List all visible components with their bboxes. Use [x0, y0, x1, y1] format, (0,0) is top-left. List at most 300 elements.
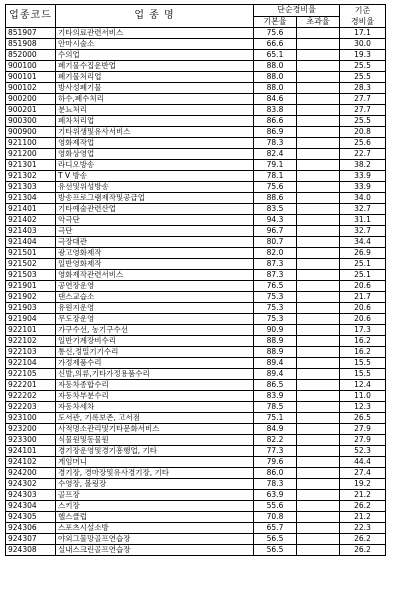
excess-rate-cell: [297, 226, 340, 237]
standard-rate-cell: 19.2: [340, 479, 386, 490]
base-rate-cell: 84.9: [254, 424, 297, 435]
industry-code-cell: 900100: [6, 61, 56, 72]
industry-name-cell: 자동차세차: [56, 402, 254, 413]
industry-code-cell: 924305: [6, 512, 56, 523]
standard-rate-cell: 34.0: [340, 193, 386, 204]
table-row: [6, 347, 386, 358]
industry-name-cell: 실내스크린골프연습장: [56, 545, 254, 556]
table-row: [6, 325, 386, 336]
table-body: [6, 28, 386, 556]
industry-name-cell: 방사성폐기물: [56, 83, 254, 94]
table-row: [6, 314, 386, 325]
base-rate-cell: 77.3: [254, 446, 297, 457]
excess-rate-cell: [297, 237, 340, 248]
base-rate-cell: 88.0: [254, 83, 297, 94]
excess-rate-cell: [297, 28, 340, 39]
excess-rate-cell: [297, 479, 340, 490]
standard-rate-cell: 15.5: [340, 369, 386, 380]
table-row: [6, 182, 386, 193]
table-row: [6, 50, 386, 61]
base-rate-cell: 87.3: [254, 259, 297, 270]
industry-name-cell: 하수,폐수처리: [56, 94, 254, 105]
table-row: [6, 391, 386, 402]
base-rate-cell: 75.6: [254, 28, 297, 39]
industry-name-cell: 분뇨처리: [56, 105, 254, 116]
standard-rate-cell: 25.6: [340, 138, 386, 149]
industry-code-cell: 922201: [6, 380, 56, 391]
standard-rate-cell: 20.6: [340, 281, 386, 292]
industry-code-cell: 924101: [6, 446, 56, 457]
industry-code-cell: 924302: [6, 479, 56, 490]
excess-rate-cell: [297, 347, 340, 358]
excess-rate-cell: [297, 94, 340, 105]
industry-code-cell: 924307: [6, 534, 56, 545]
base-rate-cell: 86.5: [254, 380, 297, 391]
base-rate-cell: 82.4: [254, 149, 297, 160]
table-row: [6, 446, 386, 457]
table-row: [6, 160, 386, 171]
industry-name-cell: 자동차부분수리: [56, 391, 254, 402]
industry-code-cell: 922104: [6, 358, 56, 369]
industry-code-cell: 851908: [6, 39, 56, 50]
base-rate-cell: 88.6: [254, 193, 297, 204]
standard-rate-cell: 15.5: [340, 358, 386, 369]
industry-code-cell: 921403: [6, 226, 56, 237]
industry-name-cell: 헬스클럽: [56, 512, 254, 523]
industry-name-cell: 광고영화제작: [56, 248, 254, 259]
excess-rate-cell: [297, 490, 340, 501]
industry-code-cell: 921503: [6, 270, 56, 281]
excess-rate-cell: [297, 413, 340, 424]
industry-code-cell: 921304: [6, 193, 56, 204]
base-rate-cell: 84.6: [254, 94, 297, 105]
industry-name-cell: 라디오방송: [56, 160, 254, 171]
industry-code-cell: 922202: [6, 391, 56, 402]
base-rate-cell: 80.7: [254, 237, 297, 248]
industry-name-cell: 가정제품수리: [56, 358, 254, 369]
base-rate-cell: 78.1: [254, 171, 297, 182]
standard-rate-cell: 21.2: [340, 490, 386, 501]
excess-rate-cell: [297, 193, 340, 204]
table-row: [6, 358, 386, 369]
base-rate-cell: 88.9: [254, 347, 297, 358]
table-row: [6, 336, 386, 347]
industry-name-cell: 수영장, 볼링장: [56, 479, 254, 490]
table-row: [6, 259, 386, 270]
industry-name-cell: 식물원및동물원: [56, 435, 254, 446]
table-row: [6, 303, 386, 314]
industry-name-cell: 수의업: [56, 50, 254, 61]
header-excess-rate: 초과율: [297, 16, 340, 28]
standard-rate-cell: 19.3: [340, 50, 386, 61]
table-row: [6, 226, 386, 237]
standard-rate-cell: 25.5: [340, 72, 386, 83]
standard-rate-cell: 25.1: [340, 259, 386, 270]
base-rate-cell: 56.5: [254, 534, 297, 545]
table-row: [6, 523, 386, 534]
standard-rate-cell: 26.2: [340, 534, 386, 545]
industry-code-cell: 921302: [6, 171, 56, 182]
industry-code-cell: 921200: [6, 149, 56, 160]
table-row: [6, 127, 386, 138]
base-rate-cell: 86.0: [254, 468, 297, 479]
table-row: [6, 83, 386, 94]
standard-rate-cell: 26.2: [340, 545, 386, 556]
excess-rate-cell: [297, 468, 340, 479]
standard-rate-cell: 12.4: [340, 380, 386, 391]
industry-name-cell: 영화제작업: [56, 138, 254, 149]
excess-rate-cell: [297, 446, 340, 457]
industry-code-cell: 852000: [6, 50, 56, 61]
table-row: [6, 468, 386, 479]
excess-rate-cell: [297, 512, 340, 523]
excess-rate-cell: [297, 457, 340, 468]
table-row: [6, 512, 386, 523]
table-row: [6, 281, 386, 292]
standard-rate-cell: 21.2: [340, 512, 386, 523]
excess-rate-cell: [297, 204, 340, 215]
base-rate-cell: 70.8: [254, 512, 297, 523]
standard-rate-cell: 20.6: [340, 314, 386, 325]
industry-code-cell: 922102: [6, 336, 56, 347]
table-row: [6, 501, 386, 512]
standard-rate-cell: 32.7: [340, 226, 386, 237]
table-row: [6, 28, 386, 39]
industry-name-cell: 극장대관: [56, 237, 254, 248]
excess-rate-cell: [297, 182, 340, 193]
standard-rate-cell: 27.9: [340, 435, 386, 446]
standard-rate-cell: 33.9: [340, 171, 386, 182]
industry-code-cell: 921903: [6, 303, 56, 314]
standard-rate-cell: 30.0: [340, 39, 386, 50]
excess-rate-cell: [297, 171, 340, 182]
header-standard-rate: [340, 5, 386, 28]
header-name: 업 종 명: [56, 5, 254, 28]
industry-code-cell: 900101: [6, 72, 56, 83]
industry-name-cell: 기타위생및유사서비스: [56, 127, 254, 138]
table-row: [6, 248, 386, 259]
excess-rate-cell: [297, 270, 340, 281]
industry-code-cell: 924304: [6, 501, 56, 512]
standard-rate-cell: 25.5: [340, 116, 386, 127]
excess-rate-cell: [297, 435, 340, 446]
table-row: [6, 39, 386, 50]
standard-rate-cell: 22.3: [340, 523, 386, 534]
industry-code-cell: 923200: [6, 424, 56, 435]
base-rate-cell: 75.1: [254, 413, 297, 424]
excess-rate-cell: [297, 380, 340, 391]
standard-rate-cell: 20.8: [340, 127, 386, 138]
industry-name-cell: 게임머니: [56, 457, 254, 468]
industry-name-cell: 기타의료관련서비스: [56, 28, 254, 39]
industry-code-cell: 921303: [6, 182, 56, 193]
standard-rate-cell: 16.2: [340, 347, 386, 358]
industry-name-cell: 일반영화제작: [56, 259, 254, 270]
base-rate-cell: 83.8: [254, 105, 297, 116]
table-row: [6, 534, 386, 545]
excess-rate-cell: [297, 424, 340, 435]
industry-name-cell: 야외그물망골프연습장: [56, 534, 254, 545]
industry-code-cell: 921902: [6, 292, 56, 303]
standard-rate-cell: 52.3: [340, 446, 386, 457]
industry-name-cell: 통신,정밀기기수리: [56, 347, 254, 358]
header-simple-rate: 단순경비율: [254, 5, 340, 17]
industry-name-cell: 신발,의류,기타가정용품수리: [56, 369, 254, 380]
table-row: [6, 457, 386, 468]
industry-name-cell: 가구수선, 농기구수선: [56, 325, 254, 336]
standard-rate-cell: 27.7: [340, 94, 386, 105]
base-rate-cell: 65.7: [254, 523, 297, 534]
standard-rate-cell: 26.2: [340, 501, 386, 512]
industry-code-cell: 924306: [6, 523, 56, 534]
excess-rate-cell: [297, 39, 340, 50]
excess-rate-cell: [297, 50, 340, 61]
table-row: [6, 204, 386, 215]
standard-rate-cell: 25.1: [340, 270, 386, 281]
industry-name-cell: 폐차처리업: [56, 116, 254, 127]
table-row: [6, 369, 386, 380]
base-rate-cell: 87.3: [254, 270, 297, 281]
industry-code-cell: 921502: [6, 259, 56, 270]
base-rate-cell: 94.3: [254, 215, 297, 226]
industry-code-cell: 922105: [6, 369, 56, 380]
standard-rate-cell: 27.4: [340, 468, 386, 479]
excess-rate-cell: [297, 358, 340, 369]
base-rate-cell: 82.0: [254, 248, 297, 259]
table-row: [6, 171, 386, 182]
header-code: 업종코드: [6, 5, 56, 28]
base-rate-cell: 78.5: [254, 402, 297, 413]
industry-name-cell: 골프장: [56, 490, 254, 501]
industry-name-cell: 사적명소관리및기타문화서비스: [56, 424, 254, 435]
excess-rate-cell: [297, 402, 340, 413]
base-rate-cell: 83.9: [254, 391, 297, 402]
industry-code-cell: 921402: [6, 215, 56, 226]
base-rate-cell: 55.6: [254, 501, 297, 512]
expense-rate-table: [5, 4, 386, 556]
base-rate-cell: 86.6: [254, 116, 297, 127]
base-rate-cell: 89.4: [254, 358, 297, 369]
industry-name-cell: 경기장운영및경기흥행업, 기타: [56, 446, 254, 457]
standard-rate-cell: 31.1: [340, 215, 386, 226]
excess-rate-cell: [297, 545, 340, 556]
excess-rate-cell: [297, 391, 340, 402]
excess-rate-cell: [297, 523, 340, 534]
excess-rate-cell: [297, 534, 340, 545]
industry-name-cell: 영화제작관련서비스: [56, 270, 254, 281]
industry-name-cell: 스키장: [56, 501, 254, 512]
excess-rate-cell: [297, 61, 340, 72]
standard-rate-cell: 34.4: [340, 237, 386, 248]
table-row: [6, 270, 386, 281]
table-row: [6, 193, 386, 204]
base-rate-cell: 83.5: [254, 204, 297, 215]
excess-rate-cell: [297, 369, 340, 380]
base-rate-cell: 76.5: [254, 281, 297, 292]
industry-name-cell: 도서관, 기록보존, 고서점: [56, 413, 254, 424]
table-row: [6, 61, 386, 72]
industry-code-cell: 924102: [6, 457, 56, 468]
industry-name-cell: 폐기물처리업: [56, 72, 254, 83]
table-row: [6, 105, 386, 116]
standard-rate-cell: 38.2: [340, 160, 386, 171]
industry-code-cell: 900201: [6, 105, 56, 116]
excess-rate-cell: [297, 138, 340, 149]
excess-rate-cell: [297, 160, 340, 171]
base-rate-cell: 78.3: [254, 138, 297, 149]
base-rate-cell: 75.3: [254, 292, 297, 303]
table-row: [6, 380, 386, 391]
industry-code-cell: 921404: [6, 237, 56, 248]
excess-rate-cell: [297, 292, 340, 303]
industry-name-cell: 폐기물수집운반업: [56, 61, 254, 72]
industry-code-cell: 922101: [6, 325, 56, 336]
base-rate-cell: 79.1: [254, 160, 297, 171]
standard-rate-cell: 20.6: [340, 303, 386, 314]
industry-name-cell: 댄스교습소: [56, 292, 254, 303]
standard-rate-cell: 28.3: [340, 83, 386, 94]
base-rate-cell: 88.0: [254, 72, 297, 83]
base-rate-cell: 89.4: [254, 369, 297, 380]
industry-name-cell: 유선및위성방송: [56, 182, 254, 193]
industry-name-cell: 안마시술소: [56, 39, 254, 50]
base-rate-cell: 66.6: [254, 39, 297, 50]
standard-rate-cell: 26.5: [340, 413, 386, 424]
industry-code-cell: 921301: [6, 160, 56, 171]
industry-name-cell: 무도장운영: [56, 314, 254, 325]
table-row: [6, 413, 386, 424]
industry-name-cell: 영화상영업: [56, 149, 254, 160]
standard-rate-cell: 44.4: [340, 457, 386, 468]
header-standard-rate-line-2: 경비율: [350, 17, 375, 26]
base-rate-cell: 75.3: [254, 314, 297, 325]
excess-rate-cell: [297, 336, 340, 347]
base-rate-cell: 96.7: [254, 226, 297, 237]
base-rate-cell: 88.0: [254, 61, 297, 72]
standard-rate-cell: 32.7: [340, 204, 386, 215]
table-row: [6, 424, 386, 435]
standard-rate-cell: 25.5: [340, 61, 386, 72]
standard-rate-cell: 22.7: [340, 149, 386, 160]
industry-code-cell: 924303: [6, 490, 56, 501]
industry-name-cell: 극단: [56, 226, 254, 237]
industry-name-cell: 악극단: [56, 215, 254, 226]
standard-rate-cell: 11.0: [340, 391, 386, 402]
header-standard-rate-line-1: 기준: [354, 6, 371, 15]
industry-code-cell: 900300: [6, 116, 56, 127]
table-row: [6, 237, 386, 248]
industry-code-cell: 921904: [6, 314, 56, 325]
industry-code-cell: 921901: [6, 281, 56, 292]
excess-rate-cell: [297, 149, 340, 160]
industry-code-cell: 900900: [6, 127, 56, 138]
header-row-1: [6, 5, 386, 17]
base-rate-cell: 75.6: [254, 182, 297, 193]
excess-rate-cell: [297, 116, 340, 127]
industry-code-cell: 922203: [6, 402, 56, 413]
industry-code-cell: 921100: [6, 138, 56, 149]
table-row: [6, 94, 386, 105]
excess-rate-cell: [297, 303, 340, 314]
standard-rate-cell: 17.3: [340, 325, 386, 336]
table-row: [6, 490, 386, 501]
industry-code-cell: 921401: [6, 204, 56, 215]
standard-rate-cell: 17.1: [340, 28, 386, 39]
excess-rate-cell: [297, 281, 340, 292]
expense-rate-sheet: [5, 4, 386, 556]
base-rate-cell: 56.5: [254, 545, 297, 556]
table-row: [6, 72, 386, 83]
industry-code-cell: 922103: [6, 347, 56, 358]
standard-rate-cell: 16.2: [340, 336, 386, 347]
excess-rate-cell: [297, 314, 340, 325]
industry-name-cell: 방송프로그램제작및공급업: [56, 193, 254, 204]
base-rate-cell: 86.9: [254, 127, 297, 138]
base-rate-cell: 82.2: [254, 435, 297, 446]
industry-name-cell: 기타예술관련산업: [56, 204, 254, 215]
standard-rate-cell: 27.9: [340, 424, 386, 435]
base-rate-cell: 79.6: [254, 457, 297, 468]
standard-rate-cell: 33.9: [340, 182, 386, 193]
excess-rate-cell: [297, 248, 340, 259]
standard-rate-cell: 21.7: [340, 292, 386, 303]
industry-code-cell: 900200: [6, 94, 56, 105]
standard-rate-cell: 12.3: [340, 402, 386, 413]
standard-rate-cell: 26.9: [340, 248, 386, 259]
table-row: [6, 435, 386, 446]
table-row: [6, 545, 386, 556]
excess-rate-cell: [297, 501, 340, 512]
industry-code-cell: 900102: [6, 83, 56, 94]
excess-rate-cell: [297, 325, 340, 336]
excess-rate-cell: [297, 83, 340, 94]
table-row: [6, 215, 386, 226]
industry-code-cell: 923300: [6, 435, 56, 446]
excess-rate-cell: [297, 259, 340, 270]
industry-name-cell: 스포츠시설소방: [56, 523, 254, 534]
base-rate-cell: 88.9: [254, 336, 297, 347]
industry-code-cell: 924200: [6, 468, 56, 479]
industry-code-cell: 851907: [6, 28, 56, 39]
industry-code-cell: 924308: [6, 545, 56, 556]
industry-name-cell: T V 방송: [56, 171, 254, 182]
industry-code-cell: 921501: [6, 248, 56, 259]
industry-name-cell: 공연장운영: [56, 281, 254, 292]
base-rate-cell: 75.3: [254, 303, 297, 314]
excess-rate-cell: [297, 215, 340, 226]
excess-rate-cell: [297, 72, 340, 83]
industry-name-cell: 자동차종합수리: [56, 380, 254, 391]
table-row: [6, 116, 386, 127]
base-rate-cell: 65.1: [254, 50, 297, 61]
header-standard-rate-text: [351, 6, 374, 26]
table-row: [6, 479, 386, 490]
base-rate-cell: 78.3: [254, 479, 297, 490]
industry-name-cell: 일반기계장비수리: [56, 336, 254, 347]
industry-name-cell: 경기장, 경마장및유사경기장, 기타: [56, 468, 254, 479]
industry-name-cell: 유원지운영: [56, 303, 254, 314]
table-row: [6, 138, 386, 149]
base-rate-cell: 90.9: [254, 325, 297, 336]
base-rate-cell: 63.9: [254, 490, 297, 501]
header-base-rate: 기본율: [254, 16, 297, 28]
table-row: [6, 292, 386, 303]
excess-rate-cell: [297, 127, 340, 138]
excess-rate-cell: [297, 105, 340, 116]
industry-code-cell: 923100: [6, 413, 56, 424]
table-row: [6, 149, 386, 160]
table-row: [6, 402, 386, 413]
